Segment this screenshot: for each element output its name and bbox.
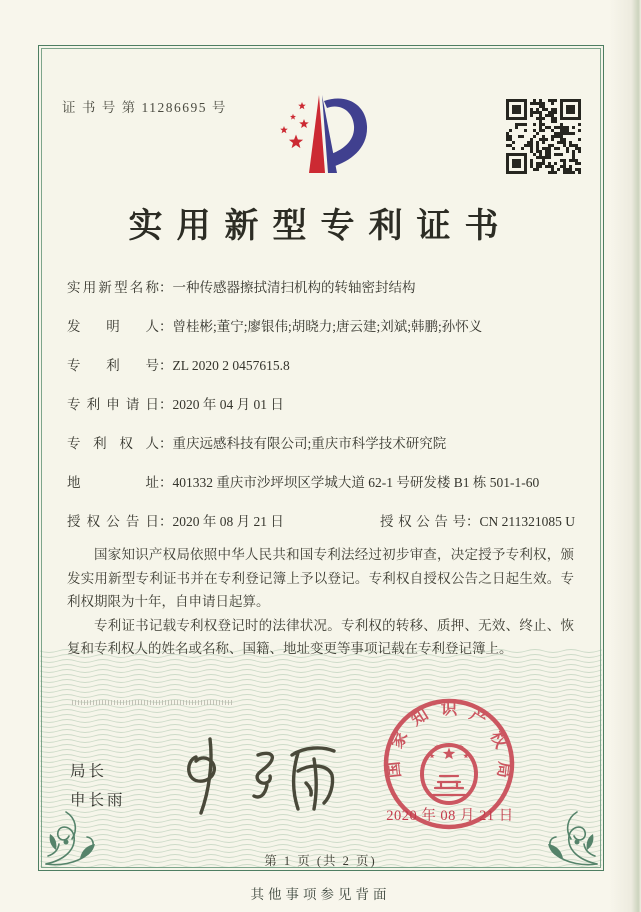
field-colon: ：	[159, 358, 173, 373]
field-value: 重庆远感科技有限公司;重庆市科学技术研究院	[172, 436, 447, 451]
certificate-number: 证 书 号 第 11286695 号	[62, 100, 227, 115]
field-label: 专利权人	[67, 436, 159, 451]
svg-text:局: 局	[493, 760, 515, 779]
field-row	[67, 472, 575, 494]
field-row	[67, 511, 575, 533]
field-colon: ：	[159, 319, 173, 334]
field-row	[67, 277, 575, 299]
certificate-title: 实用新型专利证书	[128, 208, 513, 245]
svg-text:产: 产	[466, 704, 491, 730]
svg-text:识: 识	[440, 699, 458, 718]
field-value: 401332 重庆市沙坪坝区学城大道 62-1 号研发楼 B1 栋 501-1-60	[172, 475, 540, 490]
field-colon: ：	[465, 514, 480, 529]
field-label: 实用新型名称	[67, 280, 159, 295]
qr-code	[506, 99, 581, 174]
field-pair-secondary	[380, 511, 575, 533]
field-label: 发明人	[67, 319, 159, 334]
field-colon: ：	[159, 514, 173, 529]
field-value: 曾桂彬;董宁;廖银伟;胡晓力;唐云建;刘斌;韩鹏;孙怀义	[172, 319, 483, 334]
field-value: 2020 年 08 月 21 日	[172, 514, 284, 529]
field-label: 专利申请日	[67, 397, 159, 412]
field-value: ZL 2020 2 0457615.8	[172, 358, 290, 373]
field-row	[67, 433, 575, 455]
field-row	[67, 316, 575, 338]
field-colon: ：	[159, 436, 173, 451]
officer-title: 局长	[70, 763, 108, 780]
field-label: 专利号	[67, 358, 159, 373]
svg-text:国: 国	[383, 760, 405, 779]
field-colon: ：	[159, 475, 173, 490]
field-colon: ：	[159, 280, 173, 295]
svg-text:家: 家	[387, 728, 412, 752]
seal-date: 2020 年 08 月 21 日	[386, 808, 514, 824]
page-indicator: 第 1 页 (共 2 页)	[264, 854, 377, 868]
cnipa-logo-icon	[271, 90, 373, 186]
field-label: 授权公告号	[379, 514, 466, 529]
svg-text:知: 知	[407, 704, 432, 730]
field-row	[67, 355, 575, 377]
legal-paragraphs	[67, 543, 574, 661]
svg-text:权: 权	[486, 728, 511, 752]
field-colon: ：	[159, 397, 173, 412]
microprint-line	[72, 700, 234, 705]
body-paragraph: 国家知识产权局依照中华人民共和国专利法经过初步审查，决定授予专利权，颁发实用新型专利证书并在专利登记簿上予以登记。专利权自授权公告之日起生效。专利权期限为十年，自申请日起算。	[67, 547, 574, 609]
field-value: 2020 年 04 月 01 日	[172, 397, 284, 412]
officer-name: 申长雨	[70, 792, 126, 809]
field-value: 一种传感器擦拭清扫机构的转轴密封结构	[172, 280, 416, 295]
field-value: CN 211321085 U	[479, 514, 575, 529]
officer-block	[70, 757, 126, 815]
field-label: 授权公告日	[67, 514, 159, 529]
director-signature	[180, 733, 342, 821]
back-note: 其他事项参见背面	[250, 887, 391, 902]
certificate-fields	[67, 277, 575, 550]
body-paragraph: 专利证书记载专利权登记时的法律状况。专利权的转移、质押、无效、终止、恢复和专利权人的姓名或名称、国籍、地址变更等事项记载在专利登记簿上。	[67, 617, 574, 656]
field-row	[67, 394, 575, 416]
field-label: 地址	[67, 475, 159, 490]
